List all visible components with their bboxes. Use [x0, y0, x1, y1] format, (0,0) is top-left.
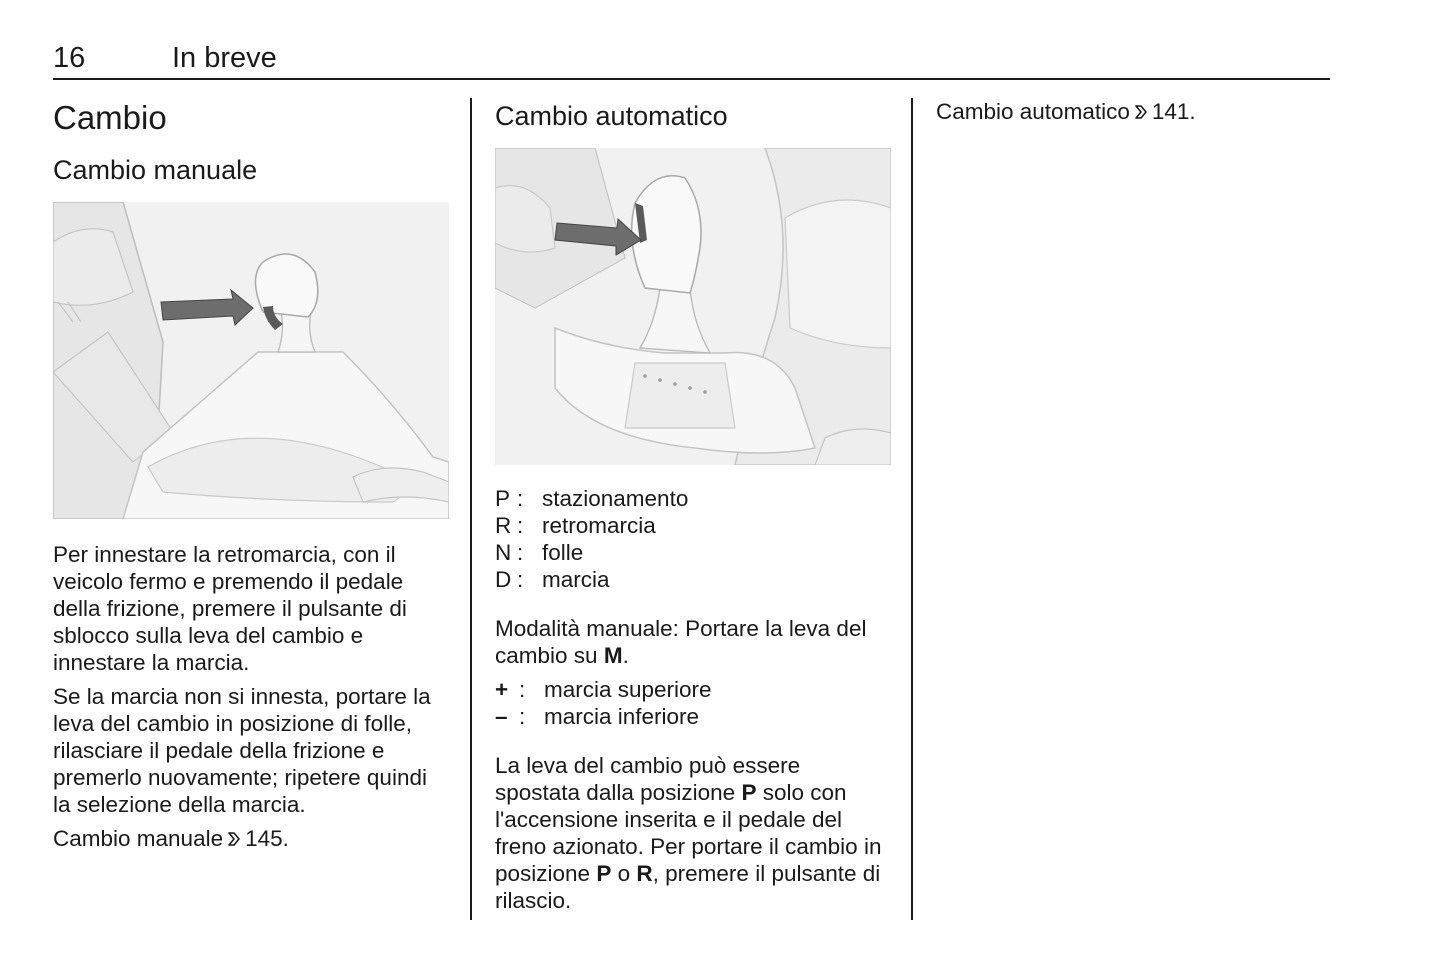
cross-reference-page: 141.: [1151, 99, 1196, 124]
column-divider: [911, 98, 913, 920]
body-paragraph: La leva del cambio può essere spostata dalla posizione P solo con l'accensione inserita e il pedale del freno azionato. Per portare il cambio in posizione P o R, premere il pulsante di rilascio.: [495, 753, 882, 913]
page-reference-arrow-icon: [1134, 104, 1148, 120]
cross-reference-label: Cambio automatico: [936, 99, 1130, 124]
legend-item: P : stazionamento: [495, 486, 689, 511]
legend-item: – : marcia inferiore: [495, 704, 700, 729]
legend-item: R : retromarcia: [495, 513, 656, 538]
column-references: [936, 96, 1331, 125]
automatic-gear-selector-illustration: [495, 148, 891, 465]
body-paragraph: Per innestare la retromarcia, con il veicolo fermo e premendo il pedale della frizione, premere il pulsante di sblocco sulla leva del cambio e innestare la marcia.: [53, 542, 407, 675]
legend-item: N : folle: [495, 540, 584, 565]
column-manual-gearbox: [53, 96, 448, 852]
legend-item: D : marcia: [495, 567, 610, 592]
running-section-title: In breve: [172, 42, 277, 74]
minus-icon: –: [495, 704, 508, 729]
page-number: 16: [53, 42, 86, 74]
manual-gear-lever-illustration: [53, 202, 449, 519]
page-header: [53, 38, 1330, 80]
gear-positions-legend: [495, 485, 890, 593]
page-reference-arrow-icon: [227, 831, 241, 847]
legend-item: + : marcia superiore: [495, 677, 712, 702]
manual-mode-legend: [495, 676, 890, 730]
plus-icon: +: [495, 677, 509, 702]
cross-reference-page: 145.: [245, 826, 289, 851]
cross-reference: [53, 825, 448, 852]
cross-reference: [936, 98, 1331, 125]
subsection-title: Cambio manuale: [53, 155, 258, 185]
section-title: Cambio: [53, 99, 167, 136]
cross-reference-label: Cambio manuale: [53, 826, 224, 851]
subsection-title: Cambio automatico: [495, 101, 728, 131]
body-paragraph: Se la marcia non si innesta, portare la leva del cambio in posizione di folle, rilasciare il pedale della frizione e premerlo nuovamente; ripetere quindi la selezione della marcia.: [53, 684, 431, 817]
manual-mode-paragraph: Modalità manuale: Portare la leva del cambio su M.: [495, 616, 867, 668]
column-automatic-gearbox: [495, 96, 890, 914]
column-divider: [470, 98, 472, 920]
